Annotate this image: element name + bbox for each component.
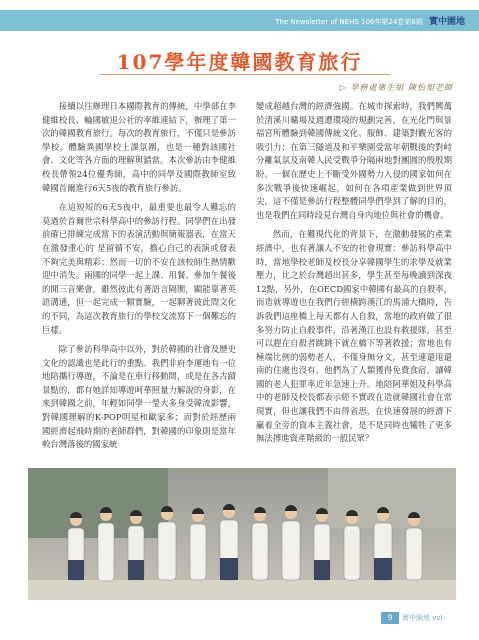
page-number: 9 [381, 612, 399, 624]
paragraph: 然而，在難現代化的背景下，在激動發展的產業經濟中，也有著讓人不安的社會現實：參訪科學高中時，當地學校老師及校長分享韓國學生的求學及就業壓力，比之於台灣超出甚多，學生甚至每晚讀到深夜12點，另外，在OECD國家中韓國有最高的自殺率，而造就導遊也在我們行經橫跨漢江的馬浦大橋時，告訴我們這座橋上每天都有人自殺，當地的政府做了很多努力防止自殺事件，沿著漢江也設有救援隊，甚至可以趕在自殺者跳跳下就在橋下等著救援；當地也有極端比例的弱勢老人，不僅身無分文，甚至連還甩還南的住處也沒有，他們為了人類獲得免費食宿，讓韓國的老人犯罪率近年急速上升。地陪阿華姐及科學高中的老師及校長都表示經不實政在造就韓國社會在常現實，但也讓我們不由得省思，在快速發展的經濟下贏着全旁的資本主義社會，是不是同時也犧牲了更多無法搏進資產階級的一般民眾？ [256, 229, 452, 444]
column-right [256, 100, 452, 452]
section-label: 實中園地 [428, 17, 465, 27]
paragraph: 接續以往辦理日本國際教育的傳統，中學部在李健維校長、輪國敏退公社的率維連結下，辦理了第一次的韓國教育旅行。每次的教育旅行，不僅只是參訪學校，體驗異國學校上課氛圍，也是一種對該國社會、文化等各方面的理解與錯當。本次參訪由李健維校長帶領24位優秀師，高中的同學及國際教師室致韓國首爾進行6天5夜的教育旅行參訪。 [42, 101, 236, 193]
header-text [275, 14, 465, 27]
header-bar [0, 10, 479, 31]
group-photo [28, 468, 456, 600]
article-author: ▷ 學務處衛生組 陳怡旭老師 [339, 83, 453, 92]
title-divider [100, 74, 390, 75]
paragraph: 除了參訪科學高中以外，對於韓國的社會及歷史文化的認識也是此行的重點。我們非府李運地有一位地陪攜行導遊，不論是在車行移動間，或是在各古蹟景點的，都有她詳知導遊呵華照量力解說的身影，在來到韓國之前，年輕如同學一瑩大多身受韓流影響，對韓國理解的K-POP明星和歐家多；而對於經歷兩國經濟起飛時期的老師群們，對韓國的印象則是當年較台灣落後的國家統 [42, 344, 236, 450]
footer-source: 實中園地 vol. [402, 614, 445, 622]
column-left [42, 100, 236, 458]
article-title: 107學年度韓國教育旅行 [116, 50, 363, 74]
newsletter-label: The Newsletter of NEHS 106年第24卷第6期 [275, 18, 423, 26]
paragraph: 變成超越台灣的經濟強國。在城市探索時，我們興萬於清溪川曠場及週遭環境的規劃完善，在光化門與景福宮所體驗到韓國傳統文化、服飾、建築對觀光客的吸引力；在第三隧道及和平樂園受當年朝戰後的對峙分離氣氛及南韓人民受戰爭分隔兩地對團圓的殷殷期盼。一個在歷史上不斷受外國勢力入侵的國家如何在多次戰爭後快速崛起，如何在各項產業做到世界頂尖，這不僅是參訪行程整體同學們學到了解的目的，也是我們在同時段見台灣自身內地位與社會的機會。 [256, 101, 452, 220]
paragraph: 在這短短的6天5夜中，最重要也最令人難忘的莫過於首爾世宗科學高中的參訪行程。同學們在出發前確已排練完成當下的表演活動與簡報器表，在當天在激發重心的 是留循不安，擔心自己的表演或發表不夠完美與精彩；然而一切的不安在該校師生熱情歡迎中消失。兩國的同學一起上課、用餐、參加午餐後的閒三音樂會，雖然彼此有著語言隔閡，顯能靠著英語溝通，但一起完成一顆實驗，一起聊著彼此間文化的不同，為這次教育旅行的學校交流寫下一個難忘的巨樣。 [42, 202, 236, 335]
